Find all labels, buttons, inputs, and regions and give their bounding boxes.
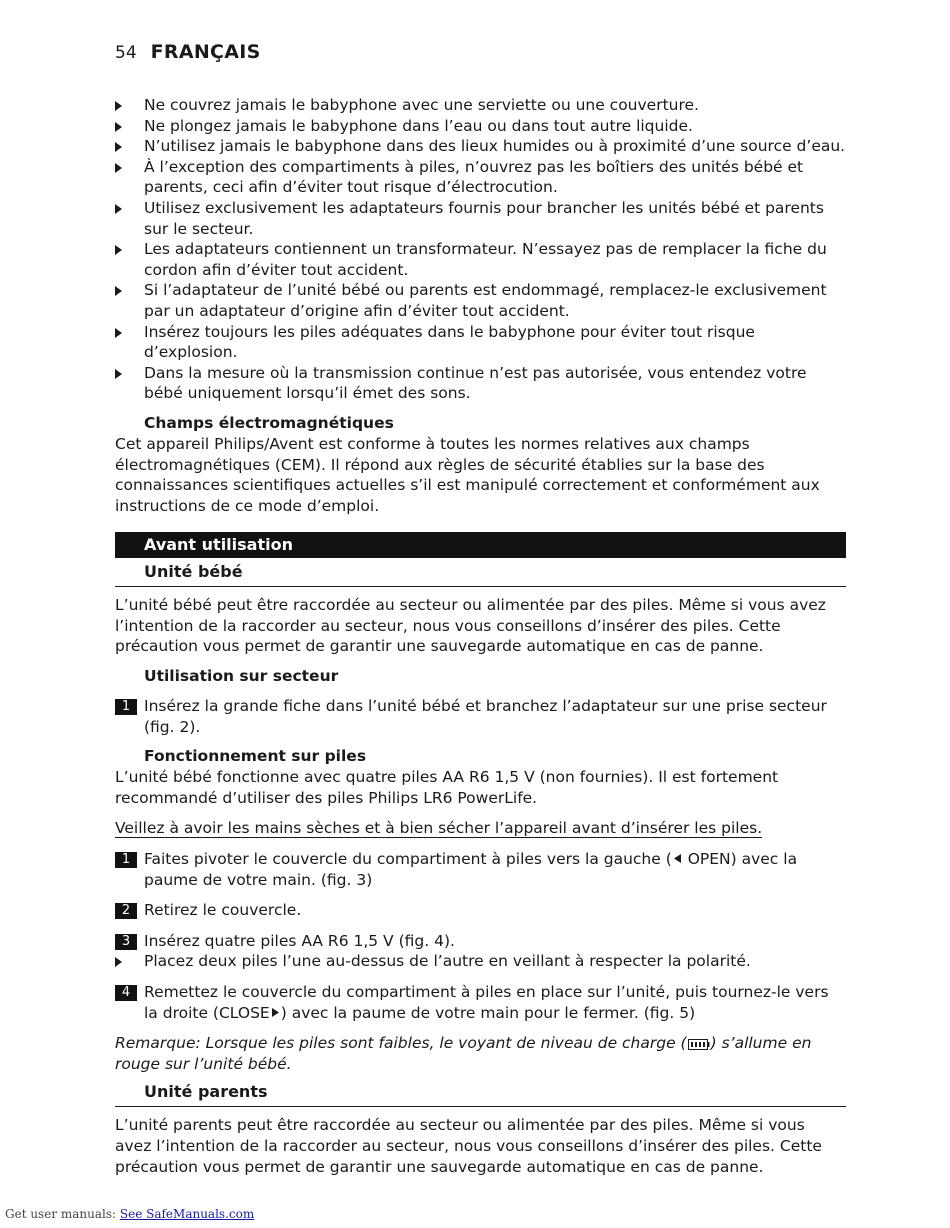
note-text: Remarque: Lorsque les piles sont faibles, le voyant de niveau de charge ( <box>115 1034 687 1053</box>
bullet-text: Si l’adaptateur de l’unité bébé ou parents est endommagé, remplacez-le exclusivement par un adaptateur d’origine afin d’éviter tout accident. <box>144 281 827 320</box>
language-title: FRANÇAIS <box>150 41 261 63</box>
list-item <box>115 116 846 137</box>
page-number: 54 <box>115 43 137 63</box>
battery-note <box>115 1033 846 1074</box>
bullet-text: Placez deux piles l’une au-dessus de l’autre en veillant à respecter la polarité. <box>144 952 751 971</box>
footer-prefix: Get user manuals: <box>5 1207 117 1221</box>
battery-paragraph: L’unité bébé fonctionne avec quatre piles AA R6 1,5 V (non fournies). Il est fortement recommandé d’utiliser des piles Philips LR6 PowerLife. <box>115 768 779 807</box>
list-item <box>115 363 846 404</box>
note-text-end: ) s’allume en rouge sur l’unité bébé. <box>115 1034 812 1073</box>
list-item <box>115 280 846 321</box>
right-arrow-icon <box>272 1008 279 1017</box>
emf-paragraph: Cet appareil Philips/Avent est conforme à toutes les normes relatives aux champs électromagnétiques (CEM). Il répond aux règles de sécurité établies sur la base des connaissances scientifiques actuelles s’il est manipulé correctement et conformément aux instructions de ce mode d’emploi. <box>115 434 820 515</box>
list-item <box>115 322 846 363</box>
bullet-text: Dans la mesure où la transmission continue n’est pas autorisée, vous entendez votre bébé uniquement lorsqu’il émet des sons. <box>144 363 807 403</box>
list-item <box>115 95 846 116</box>
battery-step-2 <box>115 900 846 921</box>
baby-unit-intro: L’unité bébé peut être raccordée au secteur ou alimentée par des piles. Même si vous avez l’intention de la raccorder au secteur, nous vous conseillons d’insérer des piles. Cette précaution vous permet de garantir une sauvegarde automatique en cas de panne. <box>115 596 826 656</box>
bullet-text: Les adaptateurs contiennent un transformateur. N’essayez pas de remplacer la fiche du cordon afin d’éviter tout accident. <box>144 240 827 279</box>
left-arrow-icon <box>674 854 681 863</box>
bullet-text: N’utilisez jamais le babyphone dans des lieux humides ou à proximité d’une source d’eau. <box>144 137 846 156</box>
page-header <box>115 41 261 69</box>
step-text: Retirez le couvercle. <box>144 901 302 920</box>
bullet-icon <box>115 101 122 111</box>
bullet-icon <box>115 286 122 296</box>
parent-unit-heading: Unité parents <box>115 1078 846 1107</box>
battery-heading: Fonctionnement sur piles <box>144 747 367 766</box>
step-text-end: ) avec la paume de votre main pour le fermer. (fig. 5) <box>280 1003 696 1022</box>
bullet-icon <box>115 369 122 379</box>
parent-unit-intro: L’unité parents peut être raccordée au secteur ou alimentée par des piles. Même si vous avez l’intention de la raccorder au secteur, nous vous conseillons d’insérer des piles. Cette précaution vous permet de garantir une sauvegarde automatique en cas de panne. <box>115 1116 822 1176</box>
step-number: 2 <box>115 903 137 919</box>
list-item <box>115 239 846 280</box>
safety-bullet-list <box>115 95 846 404</box>
section-heading-before-use: Avant utilisation <box>115 532 846 558</box>
bullet-icon <box>115 245 122 255</box>
list-item <box>115 951 846 972</box>
step-number: 4 <box>115 985 137 1001</box>
battery-step-3 <box>115 931 846 952</box>
bullet-text: Utilisez exclusivement les adaptateurs fournis pour brancher les unités bébé et parents sur le secteur. <box>144 198 824 238</box>
bullet-text: Ne plongez jamais le babyphone dans l’eau ou dans tout autre liquide. <box>144 116 693 135</box>
emf-heading: Champs électromagnétiques <box>144 413 394 432</box>
list-item <box>115 136 846 157</box>
step-text: Remettez le couvercle du compartiment à piles en place sur l’unité, puis tournez-le vers la droite (CLOSE <box>144 983 829 1022</box>
footer-link[interactable]: See SafeManuals.com <box>119 1207 255 1221</box>
step-text: Insérez quatre piles AA R6 1,5 V (fig. 4). <box>144 931 455 950</box>
battery-warning <box>115 818 846 839</box>
mains-heading: Utilisation sur secteur <box>144 667 339 686</box>
list-item <box>115 157 846 198</box>
bullet-icon <box>115 204 122 214</box>
battery-warning-text: Veillez à avoir les mains sèches et à bien sécher l’appareil avant d’insérer les piles. <box>115 819 763 838</box>
bullet-icon <box>115 957 122 967</box>
footer <box>5 1207 254 1221</box>
baby-unit-heading: Unité bébé <box>115 558 846 587</box>
bullet-icon <box>115 163 122 173</box>
mains-step <box>115 696 846 737</box>
list-item <box>115 198 846 239</box>
bullet-icon <box>115 142 122 152</box>
step-text: Faites pivoter le couvercle du compartiment à piles vers la gauche ( <box>144 850 672 869</box>
bullet-icon <box>115 122 122 132</box>
battery-step-4 <box>115 982 846 1023</box>
step-text-end: OPEN) avec la paume de votre main. (fig. 3) <box>144 850 798 889</box>
step-number: 3 <box>115 934 137 950</box>
step-text: Insérez la grande fiche dans l’unité bébé et branchez l’adaptateur sur une prise secteur (fig. 2). <box>144 697 827 736</box>
bullet-text: À l’exception des compartiments à piles, n’ouvrez pas les boîtiers des unités bébé et parents, ceci afin d’éviter tout risque d’électrocution. <box>144 157 804 197</box>
bullet-icon <box>115 328 122 338</box>
battery-step-1 <box>115 849 846 890</box>
step-number: 1 <box>115 699 137 715</box>
bullet-text: Insérez toujours les piles adéquates dans le babyphone pour éviter tout risque d’explosion. <box>144 322 755 362</box>
battery-level-icon <box>688 1039 710 1050</box>
bullet-text: Ne couvrez jamais le babyphone avec une serviette ou une couverture. <box>144 96 699 114</box>
page-content <box>115 95 846 1177</box>
step-number: 1 <box>115 852 137 868</box>
